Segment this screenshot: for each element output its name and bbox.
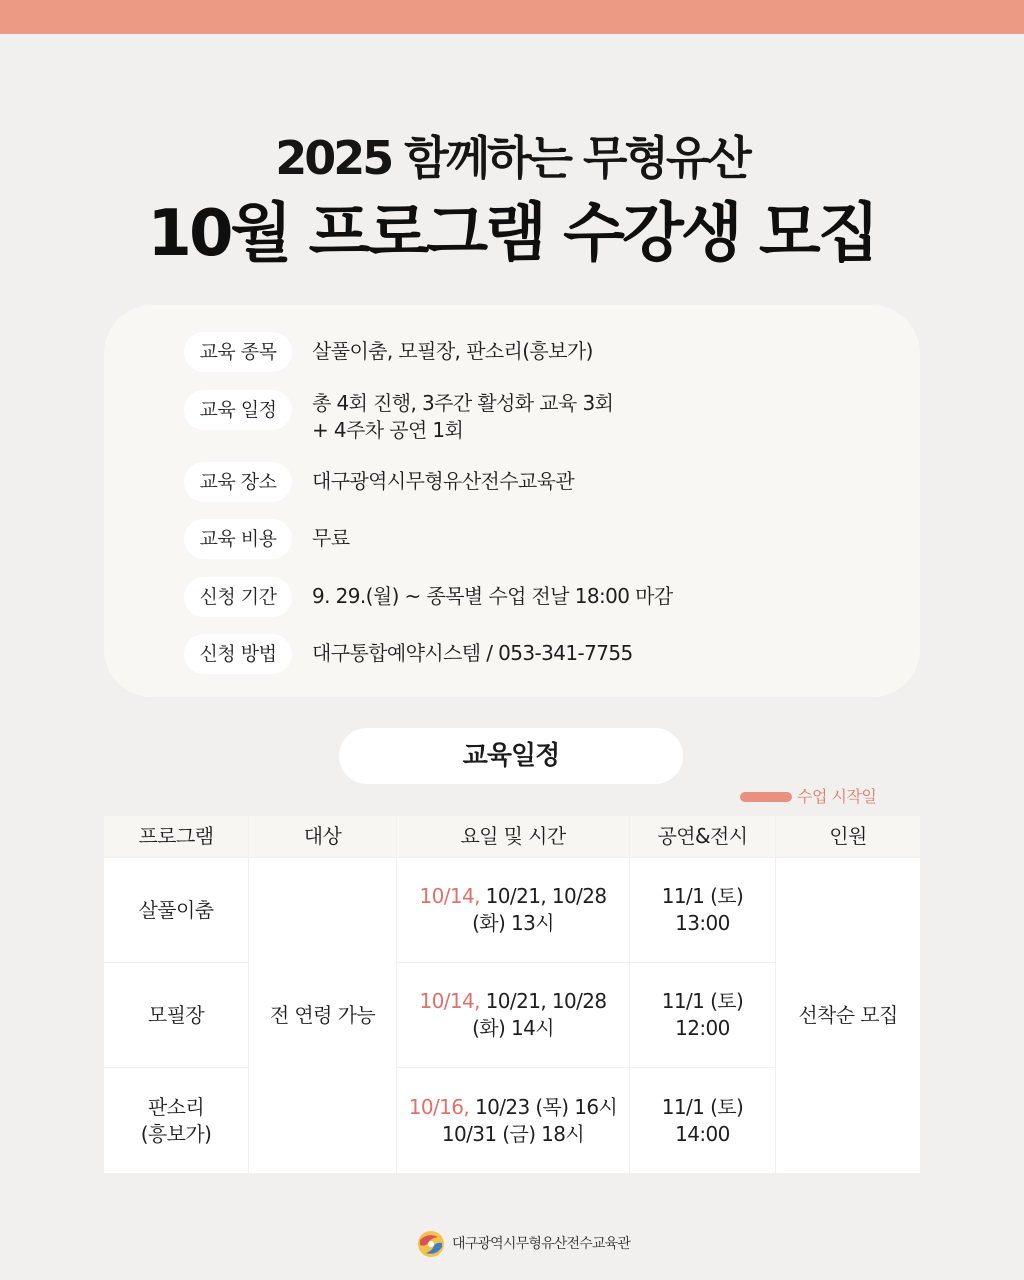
start-date: 10/14,: [419, 989, 480, 1013]
info-value: 9. 29.(월) ~ 종목별 수업 전날 18:00 마감: [312, 584, 673, 608]
capacity-cell: [776, 858, 920, 1173]
info-value: 살풀이춤, 모필장, 판소리(흥보가): [312, 339, 593, 363]
program-cell: [104, 963, 248, 1067]
header-performance: 공연&전시: [630, 816, 775, 857]
program-name: 모필장: [147, 1002, 205, 1027]
header-program: 프로그램: [104, 816, 248, 857]
performance-date: 11/1 (토): [661, 884, 744, 908]
program-cell: [104, 858, 248, 962]
program-cell: [104, 1068, 248, 1173]
target-text: 전 연령 가능: [269, 1003, 376, 1027]
time-line: (화) 14시: [472, 1016, 554, 1040]
legend-swatch: [740, 792, 792, 802]
time-line: 10/31 (금) 18시: [441, 1121, 585, 1146]
info-label: 교육 일정: [184, 390, 292, 430]
program-name: 살풀이춤: [138, 897, 214, 922]
performance-date: 11/1 (토): [661, 1094, 744, 1119]
other-dates: 10/21, 10/28: [479, 884, 607, 908]
performance-cell: [630, 858, 775, 962]
program-name: 판소리: [147, 1094, 205, 1119]
header-target: 대상: [249, 816, 396, 857]
legend-label: 수업 시작일: [797, 787, 877, 806]
performance-time: 12:00: [675, 1016, 730, 1040]
info-row-method: [184, 634, 884, 694]
date-time-cell: [397, 963, 629, 1067]
info-label: 신청 기간: [184, 577, 292, 617]
capacity-text: 선착순 모집: [798, 1003, 898, 1027]
other-dates: 10/23 (목) 16시: [469, 1094, 618, 1119]
dates-line: [420, 988, 607, 1015]
performance-cell: [630, 1068, 775, 1173]
top-accent-bar: [0, 0, 1024, 34]
start-date: 10/14,: [419, 884, 480, 908]
poster-title-line2: 10월 프로그램 수강생 모집: [147, 197, 877, 271]
date-time-cell: [397, 1068, 629, 1173]
info-value: 대구통합예약시스템 / 053-341-7755: [312, 641, 633, 665]
performance-date: 11/1 (토): [661, 989, 744, 1013]
start-date: 10/16,: [408, 1094, 470, 1119]
info-row-cost: [184, 519, 884, 579]
info-row-period: [184, 577, 884, 637]
header-capacity: 인원: [776, 816, 920, 857]
info-label: 교육 비용: [184, 519, 292, 559]
info-row-location: [184, 462, 884, 522]
info-value: [312, 390, 872, 444]
target-cell: [249, 858, 396, 1173]
date-time-cell: [397, 858, 629, 962]
time-line: (화) 13시: [472, 911, 554, 935]
info-value-line: 총 4회 진행, 3주간 활성화 교육 3회: [312, 391, 614, 415]
other-dates: 10/21, 10/28: [479, 989, 607, 1013]
program-subtitle: (흥보가): [140, 1121, 212, 1146]
info-value: 대구광역시무형유산전수교육관: [312, 469, 575, 493]
info-label: 교육 장소: [184, 462, 292, 502]
performance-cell: [630, 963, 775, 1067]
info-value-line: + 4주차 공연 1회: [312, 418, 464, 442]
organization-name: 대구광역시무형유산전수교육관: [452, 1236, 631, 1252]
performance-time: 13:00: [675, 911, 730, 935]
organization-logo-icon: [416, 1229, 446, 1259]
performance-time: 14:00: [675, 1121, 730, 1146]
dates-line: [409, 1094, 617, 1121]
info-row-schedule: [184, 390, 884, 450]
info-card: [104, 305, 920, 697]
info-label: 신청 방법: [184, 634, 292, 674]
info-row-subject: [184, 332, 884, 392]
header-day-time: 요일 및 시간: [397, 816, 629, 857]
dates-line: [420, 883, 607, 910]
poster-title-line1: 2025 함께하는 무형유산: [275, 131, 749, 185]
schedule-section-title: 교육일정: [339, 728, 683, 784]
info-value: 무료: [312, 526, 350, 550]
schedule-table: [104, 816, 920, 1173]
info-label: 교육 종목: [184, 332, 292, 372]
